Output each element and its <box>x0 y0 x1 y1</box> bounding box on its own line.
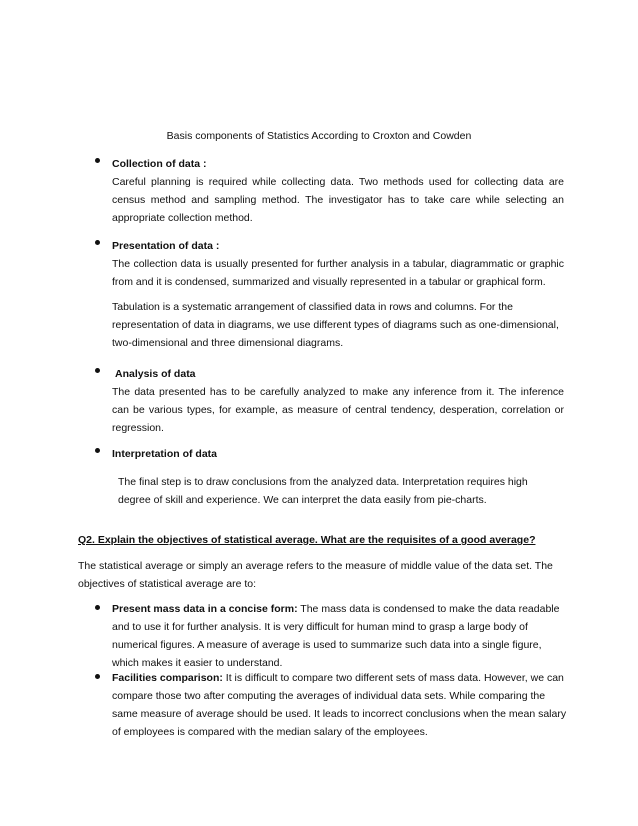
section-interpretation-body <box>118 473 548 509</box>
section-body: Careful planning is required while collecting data. Two methods used for collecting data are census method and sampling method. The investigator has to take care while selecting an appropriate collection method. <box>112 176 564 224</box>
section-presentation-tabulation <box>112 298 564 352</box>
section-heading: Interpretation of data <box>112 448 218 460</box>
section-interpretation <box>112 446 564 463</box>
bullet-icon <box>95 448 100 453</box>
question-heading: Q2. Explain the objectives of statistical average. What are the requisites of a good average? <box>78 534 536 546</box>
document-title: Basis components of Statistics According to Croxton and Cowden <box>166 130 472 142</box>
bullet-icon <box>95 605 100 610</box>
bullet-icon <box>95 158 100 163</box>
section-body: Tabulation is a systematic arrangement of classified data in rows and columns. For the representation of data in diagrams, we use different types of diagrams such as one-dimensional, two-dimensional and three dimensional diagrams. <box>112 301 559 349</box>
section-heading: Analysis of data <box>115 368 196 380</box>
section-body: The final step is to draw conclusions from the analyzed data. Interpretation requires high degree of skill and experience. We can interpret the data easily from pie-charts. <box>118 476 528 506</box>
objective-item-comparison <box>112 669 567 741</box>
objective-text <box>112 669 567 741</box>
objective-label: Facilities comparison: <box>112 672 223 684</box>
objective-text <box>112 600 567 672</box>
bullet-icon <box>95 240 100 245</box>
section-collection <box>112 156 564 227</box>
bullet-icon <box>95 368 100 373</box>
section-presentation <box>112 238 564 291</box>
objective-label: Present mass data in a concise form: <box>112 603 298 615</box>
section-heading: Collection of data : <box>112 158 207 170</box>
objective-description: It is difficult to compare two different sets of mass data. However, we can compare those two after computing the averages of individual data sets. While comparing the same measure of average should be used. It leads to incorrect conclusions when the mean salary of employees is compared with the median salary of the employees. <box>112 672 567 738</box>
section-heading: Presentation of data : <box>112 240 220 252</box>
question-intro: The statistical average or simply an average refers to the measure of middle value of the data set. The objectives of statistical average are to: <box>78 560 553 590</box>
section-body: The data presented has to be carefully analyzed to make any inference from it. The inference can be various types, for example, as measure of central tendency, desperation, correlation or regression. <box>112 386 564 434</box>
bullet-icon <box>95 674 100 679</box>
section-body: The collection data is usually presented for further analysis in a tabular, diagrammatic or graphic from and it is condensed, summarized and visually represented in a tabular or graphical form. <box>112 258 564 288</box>
section-analysis <box>112 366 564 437</box>
objective-description: The mass data is condensed to make the data readable and to use it for further analysis. It is very difficult for human mind to grasp a large body of numerical figures. A measure of average is used to summarize such data into a single figure, which makes it easier to understand. <box>112 603 560 669</box>
objective-item-concise <box>112 600 567 672</box>
